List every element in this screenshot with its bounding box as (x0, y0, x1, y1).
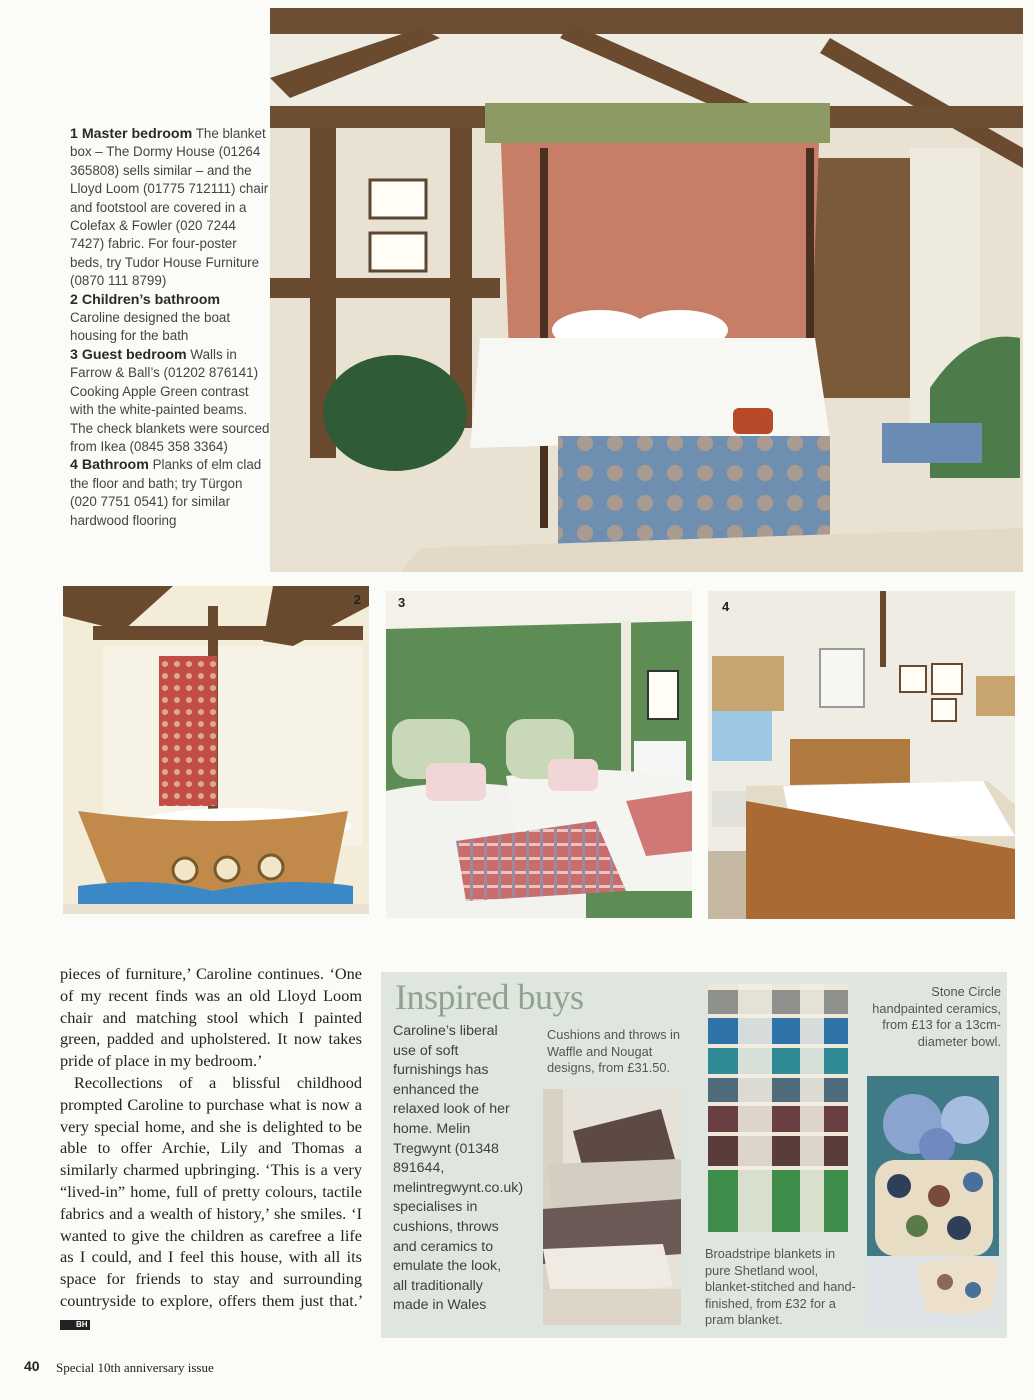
caption-master-bedroom (70, 125, 270, 291)
inspired-buys-intro: Caroline’s liberal use of soft furnishings has enhanced the relaxed look of her home. Melin Tregwynt (01348 891644, melintregwynt.co.uk) specialises in cushions, throws and ceramics to emulate the look, all traditionally made in Wales (393, 1023, 524, 1314)
inspired-buys-title: Inspired buys (395, 977, 584, 1017)
end-mark: BH (60, 1320, 90, 1330)
blankets-caption: Broadstripe blankets in pure Shetland wool, blanket-stitched and hand-finished, from £32 for a pram blanket. (705, 1246, 856, 1328)
caption-text: Walls in Farrow & Ball’s (01202 876141) Cooking Apple Green contrast with the white-painted beams. The check blankets were sourced from Ikea (0845 358 3364) (70, 346, 270, 454)
article-body (60, 963, 362, 1334)
caption-text: Planks of elm clad the floor and bath; try Türgon (020 7751 0541) for similar hardwood flooring (70, 457, 262, 528)
inspired-buys-panel (381, 972, 1007, 1338)
cushions-caption: Cushions and throws in Waffle and Nougat designs, from £31.50. (547, 1027, 681, 1076)
ceramics-caption: Stone Circle handpainted ceramics, from £13 for a 13cm-diameter bowl. (872, 984, 1001, 1049)
guest-bedroom-photo (386, 591, 692, 918)
caption-heading: 1 Master bedroom (70, 126, 193, 142)
photo-number-3: 3 (398, 595, 406, 610)
master-bedroom-photo (270, 8, 1023, 572)
body-paragraph (60, 1072, 362, 1334)
caption-heading: 3 Guest bedroom (70, 346, 187, 363)
bathroom-photo (708, 591, 1015, 919)
caption-text: Caroline designed the boat housing for the bath (70, 310, 231, 344)
caption-text: The blanket box – The Dormy House (01264 365808) sells similar – and the Lloyd Loom (01775 712111) chair and footstool are covered in a Colefax & Fowler (020 7244 7427) fabric. For four-poster beds, try Tudor House Furniture (0870 111 8799) (70, 126, 269, 289)
issue-label: Special 10th anniversary issue (56, 1360, 214, 1375)
childrens-bathroom-photo (63, 586, 369, 914)
caption-childrens-bathroom (70, 291, 270, 346)
cushions-photo (543, 1089, 681, 1325)
caption-heading: 2 Children’s bathroom (70, 291, 221, 308)
photo-number-4: 4 (722, 599, 730, 614)
caption-heading: 4 Bathroom (70, 457, 149, 474)
caption-guest-bedroom (70, 346, 270, 456)
caption-bathroom (70, 456, 270, 530)
blankets-photo (708, 984, 848, 1232)
page-number: 40 (24, 1358, 40, 1374)
photo-captions (70, 125, 270, 530)
body-paragraph-text: Recollections of a blissful childhood prompted Caroline to purchase what is now a very special home, and she is delighted to be able to offer Archie, Lily and Thomas a similarly charmed upbringing. ‘This is a very “lived-in” home, full of pretty colours, tactile fabrics and a wealth of history,’ she smiles. ‘I wanted to give the children as carefree a life as I could, and I feel this house, with all its space for friends to stay and surrounding countryside to explore, offers them just that.’ (60, 1072, 362, 1310)
body-paragraph: pieces of furniture,’ Caroline continues. ‘One of my recent finds was an old Lloyd Loom chair and matching stool which I painted green, padded and upholstered. It now takes pride of place in my bedroom.’ (60, 964, 362, 1071)
photo-number-2: 2 (353, 592, 361, 607)
ceramics-photo (867, 1076, 999, 1326)
